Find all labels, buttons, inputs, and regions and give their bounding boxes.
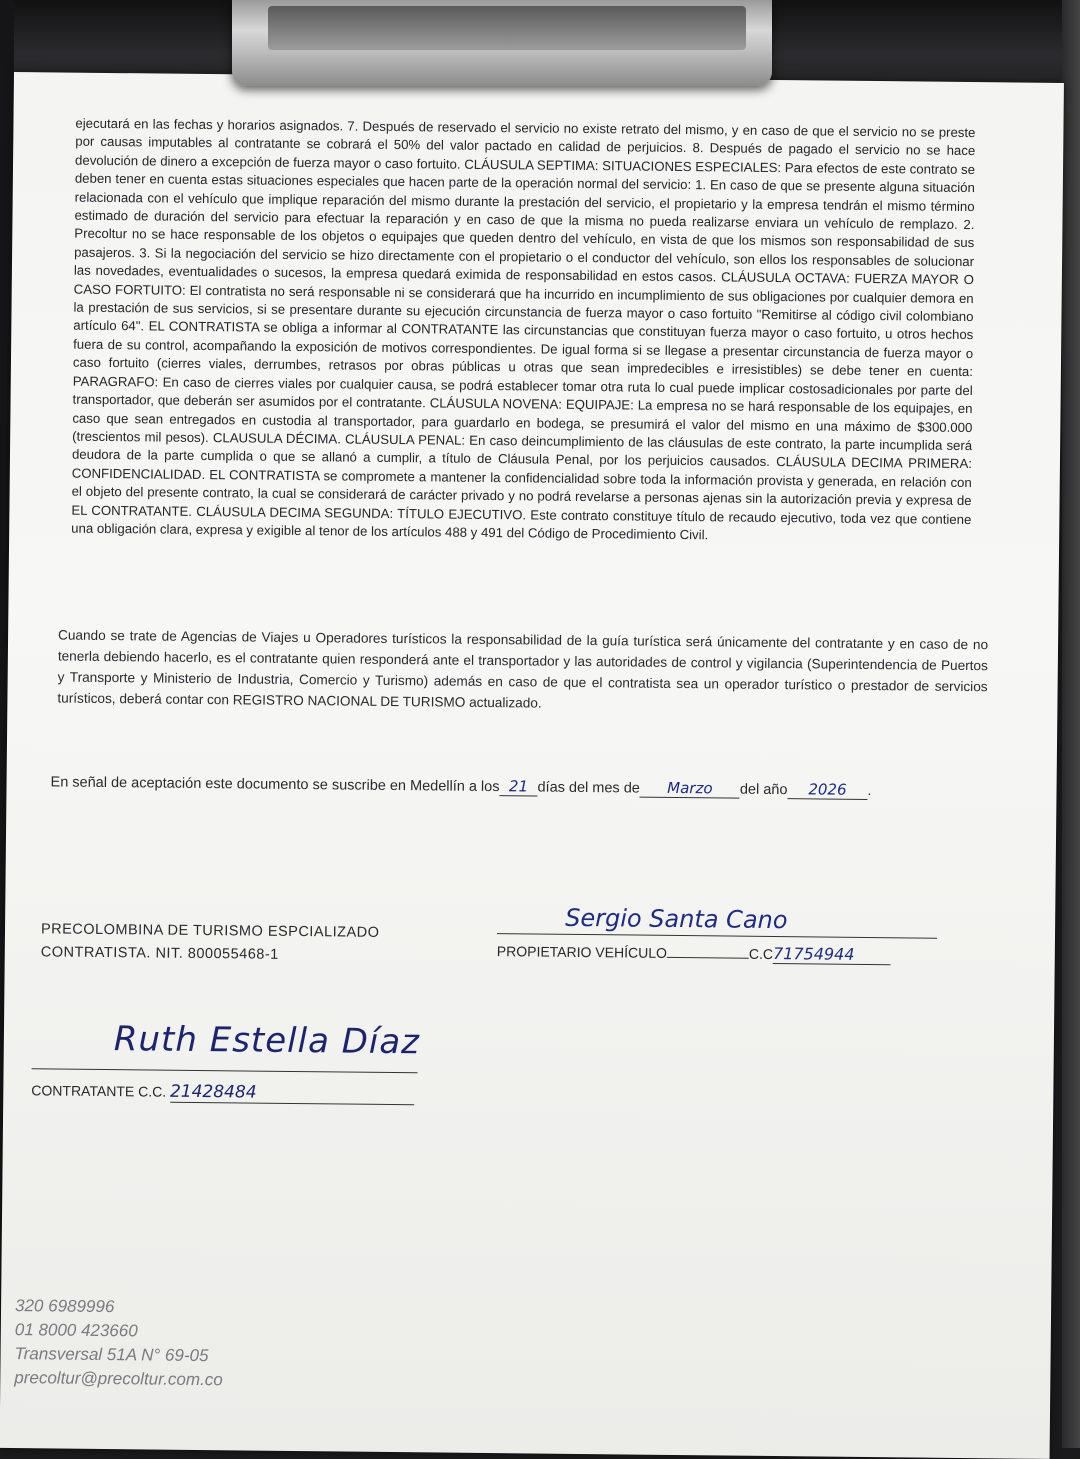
client-block bbox=[31, 1080, 414, 1105]
client-cc-field: 21428484 bbox=[170, 1082, 414, 1106]
contact-footer bbox=[14, 1294, 223, 1392]
acceptance-line bbox=[50, 772, 950, 800]
contract-page bbox=[0, 72, 1064, 1459]
year-label: del año bbox=[739, 781, 788, 799]
company-nit: CONTRATISTA. NIT. 800055468-1 bbox=[40, 944, 279, 963]
day-field: 21 bbox=[499, 777, 537, 796]
clipboard-edge-right bbox=[1062, 0, 1080, 1448]
client-signature: Ruth Estella Díaz bbox=[113, 1019, 421, 1063]
address: Transversal 51A N° 69-05 bbox=[14, 1344, 209, 1366]
client-label: CONTRATANTE C.C. bbox=[31, 1082, 167, 1100]
agencies-paragraph: Cuando se trate de Agencias de Viajes u Operadores turísticos la responsabilidad de la guía turística será únicamente del contratante y en caso de no tenerla debiendo hacerlo, es el contratante quien responderá ante el transportador y las autoridades de control y vigilancia (Superintendencia de Puertos y Transporte y Ministerio de Industria, Comercio y Turismo) además en caso de que el contratista sea un operador turístico o prestador de servicios turísticos, deberá contar con REGISTRO NACIONAL DE TURISMO actualizado. bbox=[57, 627, 989, 711]
phone-1: 320 6989996 bbox=[14, 1296, 115, 1317]
clipboard-clip-slot bbox=[268, 6, 746, 50]
acceptance-end: . bbox=[867, 782, 872, 800]
email: precoltur@precoltur.com.co bbox=[14, 1368, 223, 1390]
phone-2: 01 8000 423660 bbox=[14, 1320, 138, 1341]
month-field: Marzo bbox=[640, 779, 740, 799]
owner-blank bbox=[667, 957, 749, 959]
owner-signature: Sergio Santa Cano bbox=[565, 903, 788, 935]
owner-signature-line bbox=[497, 933, 937, 939]
client-signature-line bbox=[32, 1068, 418, 1073]
contractor-block bbox=[41, 918, 380, 968]
company-name: PRECOLOMBINA DE TURISMO ESPCIALIZADO bbox=[40, 921, 380, 941]
owner-cc-field: 71754944 bbox=[773, 944, 891, 965]
year-field: 2026 bbox=[787, 780, 867, 800]
contract-clauses: ejecutará en las fechas y horarios asignados. 7. Después de reservado el servicio no existe retrato del mismo, y en caso de que el servicio no se preste por causas imputables al contratante se cobrará el 50% del valor pactado en calidad de perjuicios. 8. Después de pagado el servicio no se hace devolución de dinero a excepción de fuerza mayor o caso fortuito. CLÁUSULA SEPTIMA: SITUACIONES ESPECIALES: Para efectos de este contrato se deben tener en cuenta estas situaciones especiales que hacen parte de la operación normal del servicio: 1. En caso de que se presente alguna situación relacionada con el vehículo que implique reparación del mismo durante la prestación del servicio, el propietario y la empresa tendrán el mismo término estimado de duración del servicio para efectuar la reparación y en caso de que la misma no pueda realizarse enviara un vehículo de remplazo. 2. Precoltur no se hace responsable de los objetos o equipajes que queden dentro del vehículo, en vista de que los mismos son responsabilidad de sus pasajeros. 3. Si la negociación del servicio se hizo directamente con el propietario o el conductor del vehículo, son ellos los responsables de solucionar las novedades, eventualidades o sucesos, la empresa quedará eximida de responsabilidad en estos casos. CLÁUSULA OCTAVA: FUERZA MAYOR O CASO FORTUITO: El contratista no será responsable ni se considerará que ha incurrido en incumplimiento de sus obligaciones por cualquier demora en la prestación de sus servicios, si se presentare durante su ejecución circunstancia de fuerza mayor o caso fortuito "Remitirse al código civil colombiano artículo 64". EL CONTRATISTA se obliga a informar al CONTRATANTE las circunstancias que constituyan fuerza mayor o caso fortuito, u otros hechos fuera de su control, acompañando la exposición de motivos correspondientes. De igual forma si se llegase a presentar circunstancia de fuerza mayor o caso fortuito (cierres viales, derrumbes, retrasos por obras públicas u otras que sean impredecibles e irresistibles) se debe tener en cuenta: PARAGRAFO: En caso de cierres viales por cualquier causa, se podrá establecer tomar otra ruta lo cual puede implicar costosadicionales por parte del transportador, que deberán ser asumidos por el contratante. CLÁUSULA NOVENA: EQUIPAJE: La empresa no se hará responsable de los equipajes, en caso que sean entregados en custodia al transportador, para guardarlo en bodega, se presumirá el valor del mismo en una máximo de $300.000 (trescientos mil pesos). CLAUSULA DÉCIMA. CLÁUSULA PENAL: En caso deincumplimiento de las cláusulas de este contrato, la parte incumplida será deudora de la parte cumplida o que se allanó a cumplir, a título de Cláusula Penal, por los perjuicios causados. CLÁUSULA DECIMA PRIMERA: CONFIDENCIALIDAD. EL CONTRATISTA se compromete a mantener la confidencialidad sobre toda la información provista y generada, en relación con el objeto del presente contrato, la cual se considerará de carácter privado y no podrá revelarse a personas ajenas sin la autorización previa y expresa de EL CONTRATANTE. CLÁUSULA DECIMA SEGUNDA: TÍTULO EJECUTIVO. Este contrato constituye título de recaudo ejecutivo, toda vez que contiene una obligación clara, expresa y exigible al tenor de los artículos 488 y 491 del Código de Procedimiento Civil. bbox=[71, 115, 976, 543]
acceptance-prefix: En señal de aceptación este documento se suscribe en Medellín a los bbox=[50, 774, 500, 796]
acceptance-middle: días del mes de bbox=[537, 779, 640, 797]
owner-label: PROPIETARIO VEHÍCULO bbox=[496, 943, 668, 961]
owner-block bbox=[497, 941, 891, 965]
owner-cc-label: C.C bbox=[748, 945, 774, 962]
